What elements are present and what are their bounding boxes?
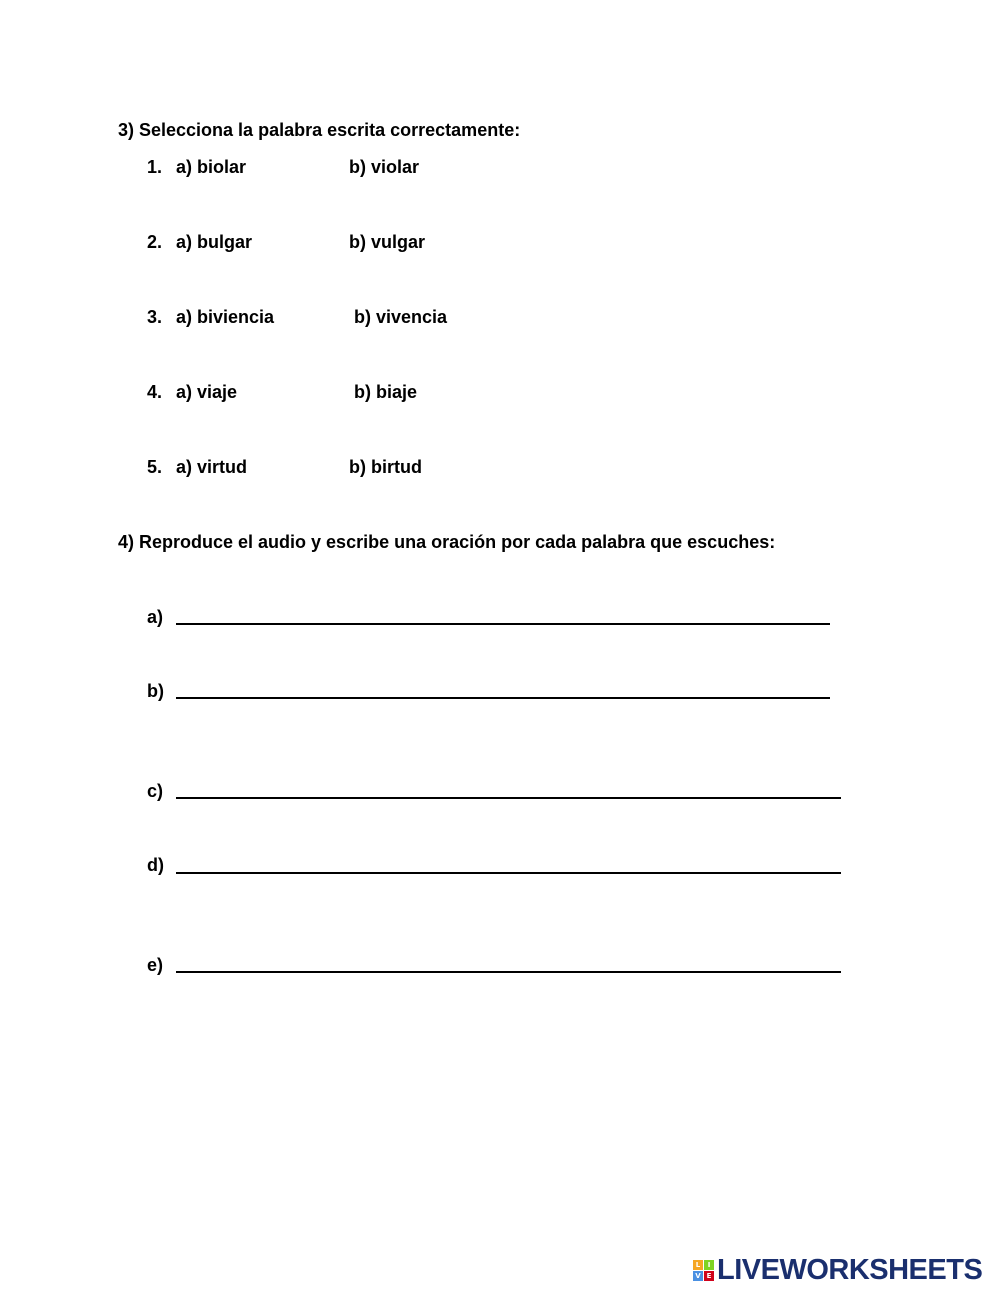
- option-a[interactable]: a) virtud: [176, 457, 248, 477]
- answer-line-d[interactable]: [176, 872, 841, 874]
- section-4-heading: 4) Reproduce el audio y escribe una oración por cada palabra que escuches:: [118, 532, 776, 552]
- item-number: 4.: [147, 382, 163, 402]
- option-b[interactable]: b) birtud: [349, 457, 422, 477]
- logo-mark-tile: L: [693, 1260, 703, 1270]
- line-label: b): [147, 681, 164, 701]
- option-b[interactable]: b) violar: [349, 157, 420, 177]
- answer-line-c[interactable]: [176, 797, 841, 799]
- logo-text: LIVEWORKSHEETS: [717, 1254, 983, 1286]
- logo-mark-tile: V: [693, 1271, 703, 1281]
- answer-line-a[interactable]: [176, 623, 830, 625]
- line-label: e): [147, 955, 164, 975]
- item-number: 1.: [147, 157, 163, 177]
- logo-mark-tile: E: [704, 1271, 714, 1281]
- option-b[interactable]: b) vivencia: [354, 307, 448, 327]
- option-a[interactable]: a) bulgar: [176, 232, 253, 252]
- option-b[interactable]: b) biaje: [354, 382, 418, 402]
- option-a[interactable]: a) viaje: [176, 382, 238, 402]
- line-label: d): [147, 855, 164, 875]
- line-label: a): [147, 607, 164, 627]
- item-number: 5.: [147, 457, 163, 477]
- logo-mark-icon: [693, 1260, 714, 1281]
- option-b[interactable]: b) vulgar: [349, 232, 426, 252]
- option-a[interactable]: a) biolar: [176, 157, 247, 177]
- line-label: c): [147, 781, 164, 801]
- logo-mark-tile: I: [704, 1260, 714, 1270]
- item-number: 3.: [147, 307, 163, 327]
- answer-line-e[interactable]: [176, 971, 841, 973]
- liveworksheets-logo: [693, 1255, 982, 1285]
- option-a[interactable]: a) biviencia: [176, 307, 275, 327]
- section-3-heading: 3) Selecciona la palabra escrita correctamente:: [118, 120, 521, 140]
- answer-line-b[interactable]: [176, 697, 830, 699]
- item-number: 2.: [147, 232, 163, 252]
